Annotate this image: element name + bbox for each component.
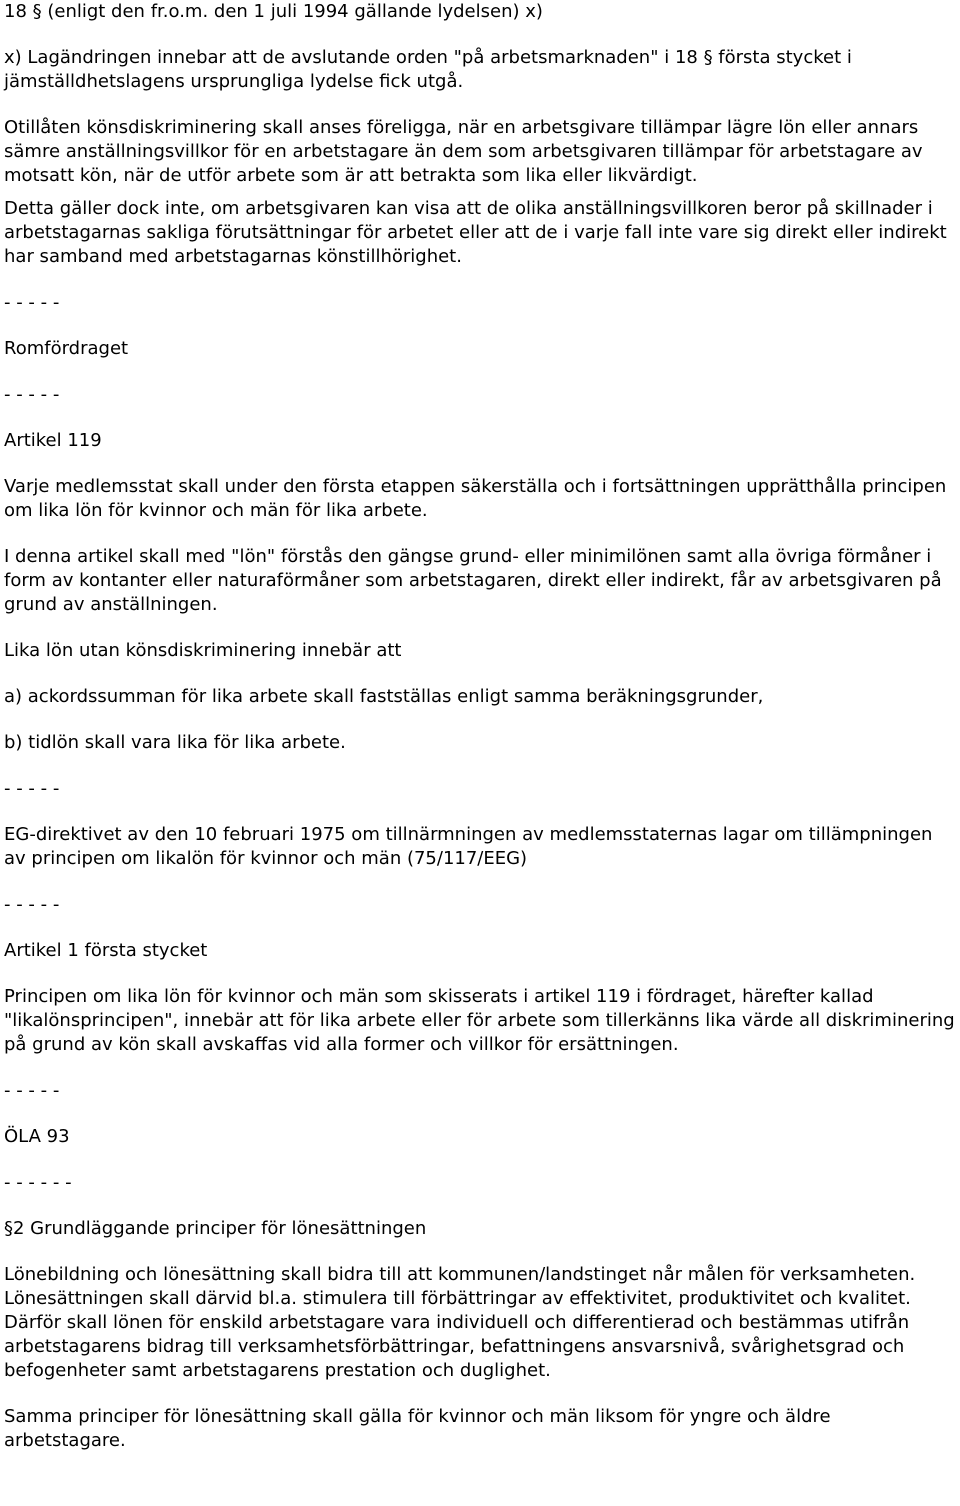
- heading-romfordraget: Romfördraget: [4, 338, 129, 359]
- paragraph-samma-principer: Samma principer för lönesättning skall gälla för kvinnor och män liksom för yngre och äldre arbetstagare.: [4, 1406, 831, 1451]
- heading-artikel-119: Artikel 119: [4, 430, 102, 451]
- separator: - - - - -: [4, 894, 60, 915]
- footnote-x: x) Lagändringen innebar att de avslutande orden "på arbetsmarknaden" i 18 § första stycket i jämställdhetslagens ursprungliga lydelse fick utgå.: [4, 47, 852, 92]
- heading-eg-direktivet: EG-direktivet av den 10 februari 1975 om tillnärmningen av medlemsstaternas lagar om tillämpningen av principen om likalön för kvinnor och män (75/117/EEG): [4, 824, 933, 869]
- separator: - - - - -: [4, 1080, 60, 1101]
- paragraph-principen: Principen om lika lön för kvinnor och män som skisserats i artikel 119 i fördraget, härefter kallad "likalönsprincipen", innebär att för lika arbete eller för arbete som tillerkänns lika värde all diskriminering på grund av kön skall avskaffas vid alla former och villkor för ersättningen.: [4, 986, 955, 1055]
- list-item-b: b) tidlön skall vara lika för lika arbete.: [4, 732, 346, 753]
- document-body: [4, 0, 956, 1453]
- separator: - - - - -: [4, 778, 60, 799]
- paragraph-lonebildning: Lönebildning och lönesättning skall bidra till att kommunen/landstinget når målen för verksamheten. Lönesättningen skall därvid bl.a. stimulera till förbättringar av effektivitet, produktivitet och kvalitet. Därför skall lönen för enskild arbetstagare vara individuell och differentierad och bestämmas utifrån arbetstagarens bidrag till verksamhetsförbättringar, befattningens ansvarsnivå, svårighetsgrad och befogenheter samt arbetstagarens prestation och duglighet.: [4, 1264, 916, 1381]
- heading-artikel-1: Artikel 1 första stycket: [4, 940, 208, 961]
- heading-ola-93: ÖLA 93: [4, 1126, 70, 1147]
- heading-section-2: §2 Grundläggande principer för lönesättningen: [4, 1218, 427, 1239]
- section-18-heading: 18 § (enligt den fr.o.m. den 1 juli 1994 gällande lydelsen) x): [4, 1, 543, 22]
- paragraph-lika-lon: Lika lön utan könsdiskriminering innebär att: [4, 640, 402, 661]
- paragraph-detta-galler: Detta gäller dock inte, om arbetsgivaren kan visa att de olika anställningsvillkoren beror på skillnader i arbetstagarnas sakliga förutsättningar för arbetet eller att de i varje fall inte vare sig direkt eller indirekt har samband med arbetstagarnas könstillhörighet.: [4, 198, 947, 267]
- separator: - - - - -: [4, 384, 60, 405]
- paragraph-otillaten-diskriminering: Otillåten könsdiskriminering skall anses föreligga, när en arbetsgivare tillämpar lägre lön eller annars sämre anställningsvillkor för en arbetstagare än dem som arbetsgivaren tillämpar för arbetstagare av motsatt kön, när de utför arbete som är att betrakta som lika eller likvärdigt.: [4, 117, 923, 186]
- separator: - - - - -: [4, 292, 60, 313]
- paragraph-varje-medlemsstat: Varje medlemsstat skall under den första etappen säkerställa och i fortsättningen upprätthålla principen om lika lön för kvinnor och män för lika arbete.: [4, 476, 947, 521]
- list-item-a: a) ackordssumman för lika arbete skall fastställas enligt samma beräkningsgrunder,: [4, 686, 764, 707]
- separator: - - - - - -: [4, 1172, 72, 1193]
- paragraph-lon-definition: I denna artikel skall med "lön" förstås den gängse grund- eller minimilönen samt alla övriga förmåner i form av kontanter eller naturaförmåner som arbetstagaren, direkt eller indirekt, får av arbetsgivaren på grund av anställningen.: [4, 546, 942, 615]
